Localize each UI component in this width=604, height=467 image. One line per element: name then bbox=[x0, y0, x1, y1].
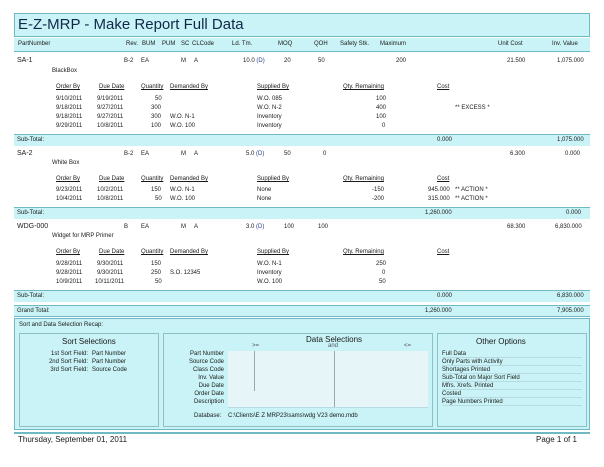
part-lead-time: 5.0 (D) bbox=[246, 151, 265, 157]
sub-col-cost: Cost bbox=[437, 176, 450, 182]
row-qty-remaining: 100 bbox=[376, 114, 387, 120]
footer-divider bbox=[14, 432, 590, 434]
selection-field-label: Description bbox=[193, 399, 224, 405]
part-rev: B-2 bbox=[124, 151, 134, 157]
row-cost: 945.000 bbox=[428, 187, 450, 193]
row-qty-remaining: 0 bbox=[382, 270, 386, 276]
col-qoh: QOH bbox=[314, 41, 328, 47]
row-quantity: 150 bbox=[151, 187, 162, 193]
sub-col-supplied-by: Supplied By bbox=[257, 84, 290, 90]
part-unit-cost: 21.500 bbox=[507, 58, 526, 64]
grand-total-row bbox=[14, 305, 590, 317]
row-status-note: ** ACTION * bbox=[455, 196, 488, 202]
row-due-date: 9/30/2011 bbox=[97, 270, 124, 276]
part-rev: B bbox=[124, 224, 129, 230]
part-clcode: A bbox=[194, 151, 199, 157]
col-safety-stock: Safety Stk. bbox=[340, 41, 370, 47]
grand-total-inv-value: 7,905.000 bbox=[557, 308, 584, 314]
sort-field-value: Part Number bbox=[92, 351, 127, 357]
sort-field-label: 3rd Sort Field: bbox=[50, 367, 88, 373]
col-pum: PUM bbox=[162, 41, 176, 47]
grand-total-cost: 1,260.000 bbox=[425, 308, 452, 314]
row-supplied-by: Inventory bbox=[257, 114, 282, 120]
sub-col-cost: Cost bbox=[437, 84, 450, 90]
part-moq: 50 bbox=[284, 151, 291, 157]
sub-col-cost: Cost bbox=[437, 249, 450, 255]
option-item: Full Data bbox=[442, 351, 582, 358]
selection-divider bbox=[334, 351, 335, 407]
row-quantity: 50 bbox=[155, 279, 162, 285]
part-moq: 20 bbox=[284, 58, 291, 64]
row-supplied-by: W.O. 085 bbox=[257, 96, 283, 102]
col-rev: Rev. bbox=[126, 41, 138, 47]
data-selections-title: Data Selections bbox=[306, 335, 363, 344]
col-inv-value: Inv. Value bbox=[552, 41, 578, 47]
row-quantity: 100 bbox=[151, 123, 162, 129]
part-unit-cost: 6.300 bbox=[510, 151, 526, 157]
row-quantity: 150 bbox=[151, 261, 162, 267]
sub-col-quantity: Quantity bbox=[141, 176, 164, 182]
col-unit-cost: Unit Cost bbox=[498, 41, 523, 47]
col-moq: MOQ bbox=[278, 41, 293, 47]
row-due-date: 9/19/2011 bbox=[97, 96, 124, 102]
option-item: Sub-Total on Major Sort Field bbox=[442, 375, 582, 382]
row-qty-remaining: 100 bbox=[376, 96, 387, 102]
row-supplied-by: None bbox=[257, 187, 272, 193]
row-due-date: 10/2/2011 bbox=[97, 187, 124, 193]
selection-field-label: Class Code bbox=[192, 367, 224, 373]
subtotal-row bbox=[14, 290, 590, 302]
col-clcode: CLCode bbox=[192, 41, 215, 47]
part-bum: EA bbox=[141, 224, 150, 230]
row-order-by: 9/28/2011 bbox=[56, 261, 83, 267]
row-qty-remaining: -150 bbox=[372, 187, 385, 193]
row-demanded-by: W.O. N-1 bbox=[170, 114, 195, 120]
row-supplied-by: Inventory bbox=[257, 123, 282, 129]
col-bum: BUM bbox=[142, 41, 156, 47]
part-lead-time: 3.0 (D) bbox=[246, 224, 265, 230]
grand-total-label: Grand Total: bbox=[17, 308, 50, 314]
sort-selections-title: Sort Selections bbox=[62, 337, 116, 346]
sort-field-value: Part Number bbox=[92, 359, 127, 365]
row-supplied-by: None bbox=[257, 196, 272, 202]
selection-value-row bbox=[228, 399, 428, 408]
subtotal-cost: 0.000 bbox=[437, 293, 453, 299]
part-qoh: 50 bbox=[318, 58, 325, 64]
subtotal-inv-value: 1,075.000 bbox=[557, 137, 584, 143]
part-lead-time: 10.0 (D) bbox=[243, 58, 265, 64]
part-number: WDG-000 bbox=[17, 223, 49, 230]
sub-col-qty-remaining: Qty. Remaining bbox=[343, 84, 384, 90]
row-order-by: 9/29/2011 bbox=[56, 123, 83, 129]
column-header-bar bbox=[14, 38, 590, 52]
part-number: SA-1 bbox=[17, 57, 33, 64]
subtotal-cost: 0.000 bbox=[437, 137, 453, 143]
op-greater-equal: >= bbox=[252, 343, 260, 349]
col-lead-time: Ld. Tm. bbox=[232, 41, 253, 47]
sub-col-demanded-by: Demanded By bbox=[170, 176, 209, 182]
row-order-by: 10/4/2011 bbox=[56, 196, 83, 202]
selection-field-label: Inv. Value bbox=[198, 375, 224, 381]
row-demanded-by: W.O. N-1 bbox=[170, 187, 195, 193]
part-qoh: 100 bbox=[318, 224, 329, 230]
data-selections-panel bbox=[163, 333, 433, 427]
row-due-date: 9/27/2011 bbox=[97, 105, 124, 111]
sub-col-qty-remaining: Qty. Remaining bbox=[343, 249, 384, 255]
subtotal-label: Sub-Total: bbox=[17, 210, 45, 216]
report-title-bar bbox=[14, 13, 590, 37]
sort-field-label: 2nd Sort Field: bbox=[48, 359, 88, 365]
part-description: White Box bbox=[52, 160, 80, 166]
row-demanded-by: W.O. 100 bbox=[170, 196, 196, 202]
row-order-by: 9/28/2011 bbox=[56, 270, 83, 276]
part-maximum: 200 bbox=[396, 58, 407, 64]
sub-col-due-date: Due Date bbox=[99, 84, 125, 90]
sub-col-order-by: Order By bbox=[56, 249, 81, 255]
subtotal-inv-value: 6,830.000 bbox=[557, 293, 584, 299]
sub-col-quantity: Quantity bbox=[141, 84, 164, 90]
row-qty-remaining: 0 bbox=[382, 123, 386, 129]
row-qty-remaining: 250 bbox=[376, 261, 387, 267]
row-quantity: 300 bbox=[151, 114, 162, 120]
sort-selections-panel bbox=[19, 333, 159, 427]
row-order-by: 9/18/2011 bbox=[56, 114, 83, 120]
sub-col-due-date: Due Date bbox=[99, 176, 125, 182]
row-demanded-by: W.O. 100 bbox=[170, 123, 196, 129]
part-bum: EA bbox=[141, 151, 150, 157]
part-unit-cost: 68.300 bbox=[507, 224, 526, 230]
row-due-date: 9/27/2011 bbox=[97, 114, 124, 120]
col-part-number: PartNumber bbox=[18, 41, 51, 47]
part-clcode: A bbox=[194, 224, 199, 230]
sub-col-supplied-by: Supplied By bbox=[257, 249, 290, 255]
row-due-date: 10/8/2011 bbox=[97, 123, 124, 129]
footer-page-number: Page 1 of 1 bbox=[536, 435, 577, 444]
row-order-by: 9/23/2011 bbox=[56, 187, 83, 193]
part-inv-value: 0.000 bbox=[565, 151, 581, 157]
part-inv-value: 6,830.000 bbox=[555, 224, 582, 230]
subtotal-label: Sub-Total: bbox=[17, 293, 45, 299]
part-rev: B-2 bbox=[124, 58, 134, 64]
part-sc: M bbox=[181, 151, 186, 157]
part-moq: 100 bbox=[284, 224, 295, 230]
sub-col-due-date: Due Date bbox=[99, 249, 125, 255]
database-label: Database: bbox=[194, 413, 222, 419]
sub-col-demanded-by: Demanded By bbox=[170, 84, 209, 90]
sub-col-supplied-by: Supplied By bbox=[257, 176, 290, 182]
row-quantity: 250 bbox=[151, 270, 162, 276]
sub-col-quantity: Quantity bbox=[141, 249, 164, 255]
row-demanded-by: S.O. 12345 bbox=[170, 270, 201, 276]
row-supplied-by: Inventory bbox=[257, 270, 282, 276]
selection-divider bbox=[254, 351, 255, 391]
row-quantity: 50 bbox=[155, 196, 162, 202]
col-sc: SC bbox=[181, 41, 190, 47]
subtotal-row bbox=[14, 207, 590, 219]
part-qoh: 0 bbox=[323, 151, 327, 157]
sub-col-order-by: Order By bbox=[56, 84, 81, 90]
row-quantity: 50 bbox=[155, 96, 162, 102]
row-qty-remaining: 50 bbox=[379, 279, 386, 285]
part-sc: M bbox=[181, 224, 186, 230]
row-supplied-by: W.O. N-1 bbox=[257, 261, 282, 267]
row-status-note: ** EXCESS * bbox=[455, 105, 490, 111]
report-title: E-Z-MRP - Make Report Full Data bbox=[18, 16, 244, 33]
option-item: Mfrs. Xrefs. Printed bbox=[442, 383, 582, 390]
subtotal-cost: 1,260.000 bbox=[425, 210, 452, 216]
row-status-note: ** ACTION * bbox=[455, 187, 488, 193]
op-and: and bbox=[328, 343, 339, 349]
part-number: SA-2 bbox=[17, 150, 33, 157]
sub-col-demanded-by: Demanded By bbox=[170, 249, 209, 255]
row-qty-remaining: 400 bbox=[376, 105, 387, 111]
option-item: Only Parts with Activity bbox=[442, 359, 582, 366]
selection-field-label: Due Date bbox=[198, 383, 224, 389]
part-bum: EA bbox=[141, 58, 150, 64]
subtotal-label: Sub-Total: bbox=[17, 137, 45, 143]
sort-field-value: Source Code bbox=[92, 367, 128, 373]
option-item: Page Numbers Printed bbox=[442, 399, 582, 406]
row-supplied-by: W.O. N-2 bbox=[257, 105, 282, 111]
subtotal-row bbox=[14, 134, 590, 146]
selection-field-label: Order Date bbox=[194, 391, 224, 397]
option-item: Shortages Printed bbox=[442, 367, 582, 374]
row-order-by: 9/10/2011 bbox=[56, 96, 83, 102]
part-sc: M bbox=[181, 58, 186, 64]
op-less-equal: <= bbox=[404, 343, 412, 349]
part-inv-value: 1,075.000 bbox=[557, 58, 584, 64]
row-supplied-by: W.O. 100 bbox=[257, 279, 283, 285]
selection-field-label: Source Code bbox=[188, 359, 224, 365]
row-cost: 315.000 bbox=[428, 196, 450, 202]
selection-recap bbox=[14, 318, 590, 430]
sub-col-order-by: Order By bbox=[56, 176, 81, 182]
footer-date: Thursday, September 01, 2011 bbox=[18, 435, 128, 444]
sort-field-label: 1st Sort Field: bbox=[50, 351, 88, 357]
row-due-date: 10/11/2011 bbox=[95, 279, 125, 285]
row-qty-remaining: -200 bbox=[372, 196, 385, 202]
recap-label: Sort and Data Selection Recap: bbox=[19, 322, 104, 328]
other-options-title: Other Options bbox=[476, 337, 526, 346]
row-due-date: 9/30/2011 bbox=[97, 261, 124, 267]
option-item: Costed bbox=[442, 391, 582, 398]
col-maximum: Maximum bbox=[380, 41, 407, 47]
row-order-by: 10/9/2011 bbox=[56, 279, 83, 285]
subtotal-inv-value: 0.000 bbox=[566, 210, 582, 216]
row-quantity: 300 bbox=[151, 105, 162, 111]
row-order-by: 9/18/2011 bbox=[56, 105, 83, 111]
database-path: C:\Clients\E Z MRP23\sams\wdg V23 demo.mdb bbox=[228, 413, 358, 419]
other-options-panel bbox=[437, 333, 587, 427]
selection-field-label: Part Number bbox=[189, 351, 224, 357]
row-due-date: 10/8/2011 bbox=[97, 196, 124, 202]
sub-col-qty-remaining: Qty. Remaining bbox=[343, 176, 384, 182]
part-description: BlackBox bbox=[52, 68, 78, 74]
part-description: Widget for MRP Primer bbox=[52, 233, 114, 239]
part-clcode: A bbox=[194, 58, 199, 64]
